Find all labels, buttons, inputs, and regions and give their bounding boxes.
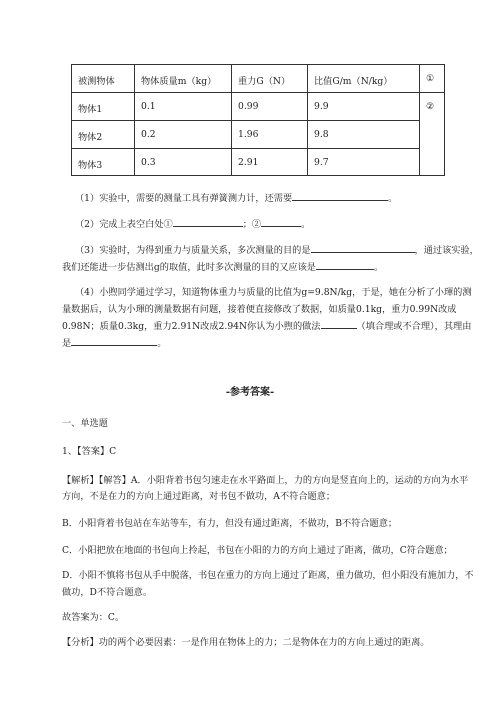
table-col-rule	[419, 64, 420, 176]
table-merged-cell: ②	[426, 101, 435, 112]
answer-blank[interactable]	[316, 260, 374, 270]
option-c-analysis: C．小阳把放在地面的书包向上拎起，书包在小阳的力的方向上通过了距离，做功，C符合题意；	[62, 545, 453, 556]
table-header-cell: 比值G/m（N/kg）	[314, 76, 393, 87]
table-col-rule	[307, 64, 308, 176]
table-header-cell: 重力G（N）	[238, 76, 291, 87]
table-cell: 物体1	[78, 104, 103, 115]
question-3-line-1	[75, 242, 479, 256]
table-cell: 0.99	[238, 101, 259, 112]
question-4-line-3	[62, 318, 471, 332]
table-cell: 0.2	[141, 129, 156, 140]
answer-blank[interactable]	[311, 243, 415, 253]
table-header-cell: 被测物体	[78, 76, 115, 87]
question-text: 。	[301, 219, 311, 230]
conclusion: 故答案为：C。	[62, 612, 125, 623]
table-rule	[71, 92, 445, 93]
analysis-summary: 【分析】功的两个必要因素：一是作用在物体上的力；二是物体在力的方向上通过的距离。	[62, 637, 430, 648]
question-text: 我们还能进一步估测出g的取值，此时多次测量的目的又应该是	[62, 262, 316, 273]
answer-blank[interactable]	[292, 191, 388, 201]
table-cell: 0.1	[141, 101, 156, 112]
table-cell: 0.3	[141, 157, 156, 168]
answer-key-heading: -参考答案-	[225, 387, 275, 398]
question-4-line-4	[62, 335, 166, 349]
question-text: 。	[373, 262, 384, 273]
option-d-analysis: 做功，D不符合题意。	[62, 587, 153, 598]
answer-blank[interactable]	[71, 336, 157, 346]
question-text: （2）完成上表空白处①	[75, 219, 173, 230]
analysis-line: 【解析】【解答】A．小阳背着书包匀速走在水平路面上，力的方向是竖直向上的，运动的方向为水平	[62, 475, 469, 486]
analysis-line: 方向，不是在力的方向上通过距离，对书包不做功，A不符合题意；	[62, 491, 336, 502]
question-4-line-2	[62, 301, 457, 315]
table-cell: 物体2	[78, 132, 103, 143]
table-cell: 9.7	[314, 157, 329, 168]
question-2	[75, 216, 310, 230]
table-border-right	[444, 64, 445, 176]
table-col-rule	[134, 64, 135, 176]
table-cell: 2.91	[238, 157, 259, 168]
question-text: ；②	[242, 219, 262, 230]
question-text: （填合理或不合理），其理由	[356, 321, 472, 332]
table-cell: 9.8	[314, 129, 329, 140]
question-1	[75, 190, 397, 204]
question-text: 。	[388, 193, 398, 204]
table-border-top	[71, 64, 445, 65]
table-cell: 9.9	[314, 101, 329, 112]
table-cell: 物体3	[78, 160, 103, 171]
section-title: 一、单选题	[62, 418, 108, 429]
table-rule	[71, 120, 419, 121]
question-text: 是	[62, 338, 72, 349]
table-border-bottom	[71, 175, 445, 176]
table-header-cell: ①	[426, 73, 435, 84]
answer-blank[interactable]	[261, 217, 301, 227]
question-text: ，通过该实验，	[414, 245, 479, 256]
answer-blank[interactable]	[173, 217, 243, 227]
table-border-left	[71, 64, 72, 176]
question-text: 。	[157, 338, 167, 349]
option-b-analysis: B．小阳背着书包站在车站等车，有力，但没有通过距离，不做功，B不符合题意；	[62, 518, 398, 529]
data-table	[71, 64, 445, 176]
table-rule	[71, 148, 419, 149]
option-d-analysis: D．小阳不慎将书包从手中脱落，书包在重力的方向上通过了距离，重力做功，但小阳没有施加力，不	[62, 570, 474, 581]
table-cell: 1.96	[238, 129, 259, 140]
answer-blank[interactable]	[321, 319, 357, 329]
question-text: 0.98N；质量0.3kg，重力2.91N改成2.94N你认为小煦的做法	[62, 321, 321, 332]
question-text: （3）实验时，为得到重力与质量关系，多次测量的目的是	[75, 245, 311, 256]
question-text: 量数据后，认为小琿的测量数据有问题，接着便直接修改了数据，如质量0.1kg，重力0.99N改成	[62, 304, 457, 315]
table-col-rule	[231, 64, 232, 176]
table-header-cell: 物体质量m（kg）	[141, 76, 217, 87]
question-text: （4）小煦同学通过学习，知道物体重力与质量的比值为g=9.8N/kg，于是，她在分析了小琿的测	[75, 287, 472, 298]
question-3-line-2	[62, 259, 383, 273]
question-text: （1）实验中，需要的测量工具有弹簧测力计，还需要	[75, 193, 293, 204]
answer-item-1: 1、【答案】C	[62, 446, 117, 457]
question-4-line-1	[75, 284, 472, 298]
